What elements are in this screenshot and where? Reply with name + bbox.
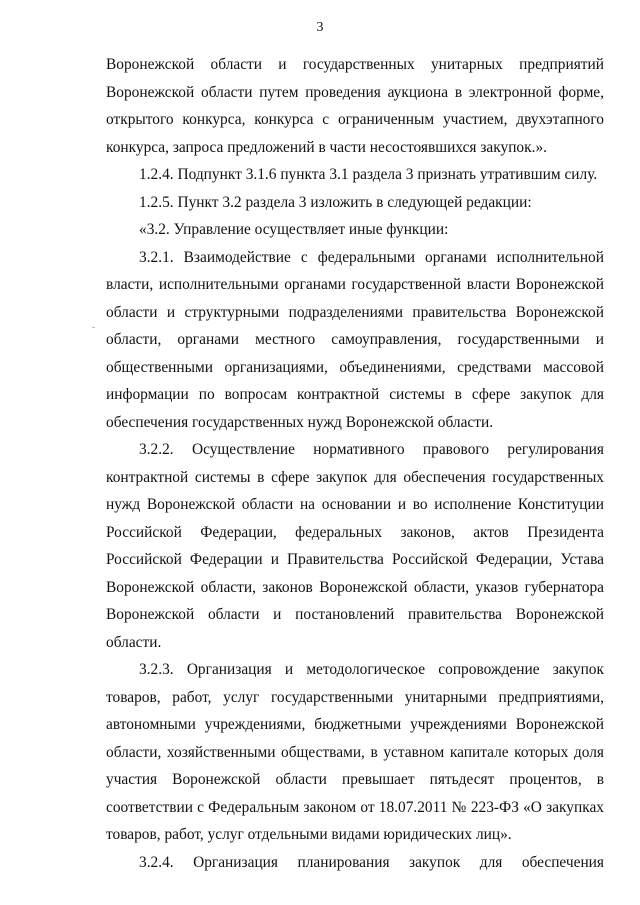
paragraph-3-2-1: 3.2.1. Взаимодействие с федеральными органами исполнительной власти, исполнительными органами государственной власти Воронежской области и структурными подразделениями правительства Воронежской области, органами местного самоуправления, государственными и общественными организациями, объединениями, средствами массовой информации по вопросам контрактной системы в сфере закупок для обеспечения государственных нужд Воронежской области. [106, 248, 604, 431]
paragraph-3-2: «3.2. Управление осуществляет иные функции: [139, 221, 449, 238]
paragraph-3-2-2: 3.2.2. Осуществление нормативного правового регулирования контрактной системы в сфере закупок для обеспечения государственных нужд Воронежской области на основании и во исполнение Конституции Российской Федерации, федеральных законов, актов Президента Российской Федерации и Правительства Российской Федерации, Устава Воронежской области, законов Воронежской области, указов губернатора Воронежской области и постановлений правительства Воронежской области. [106, 441, 604, 651]
paragraph-1-2-5: 1.2.5. Пункт 3.2 раздела 3 изложить в следующей редакции: [139, 193, 532, 211]
paragraph-3-2-4: 3.2.4. Организация планирования закупок для обеспечения [139, 853, 604, 871]
paragraph-3-2-3: 3.2.3. Организация и методологическое сопровождение закупок товаров, работ, услуг государственными унитарными предприятиями, автономными учреждениями, бюджетными учреждениями Воронежской области, хозяйственными обществами, в уставном капитале которых доля участия Воронежской области превышает пятьдесят процентов, в соответствии с Федеральным законом от 18.07.2011 № 223-ФЗ «О закупках товаров, работ, услуг отдельными видами юридических лиц». [106, 661, 604, 843]
document-body [106, 51, 604, 876]
paragraph-1-2-4: 1.2.4. Подпункт 3.1.6 пункта 3.1 раздела 3 признать утратившим силу. [139, 166, 598, 183]
margin-mark [92, 327, 95, 328]
page-number: 3 [316, 20, 324, 35]
paragraph-continuation: Воронежской области и государственных унитарных предприятий Воронежской области путем проведения аукциона в электронной форме, открытого конкурса, конкурса с ограниченным участием, двухэтапного конкурса, запроса предложений в части несостоявшихся закупок.». [106, 56, 604, 156]
